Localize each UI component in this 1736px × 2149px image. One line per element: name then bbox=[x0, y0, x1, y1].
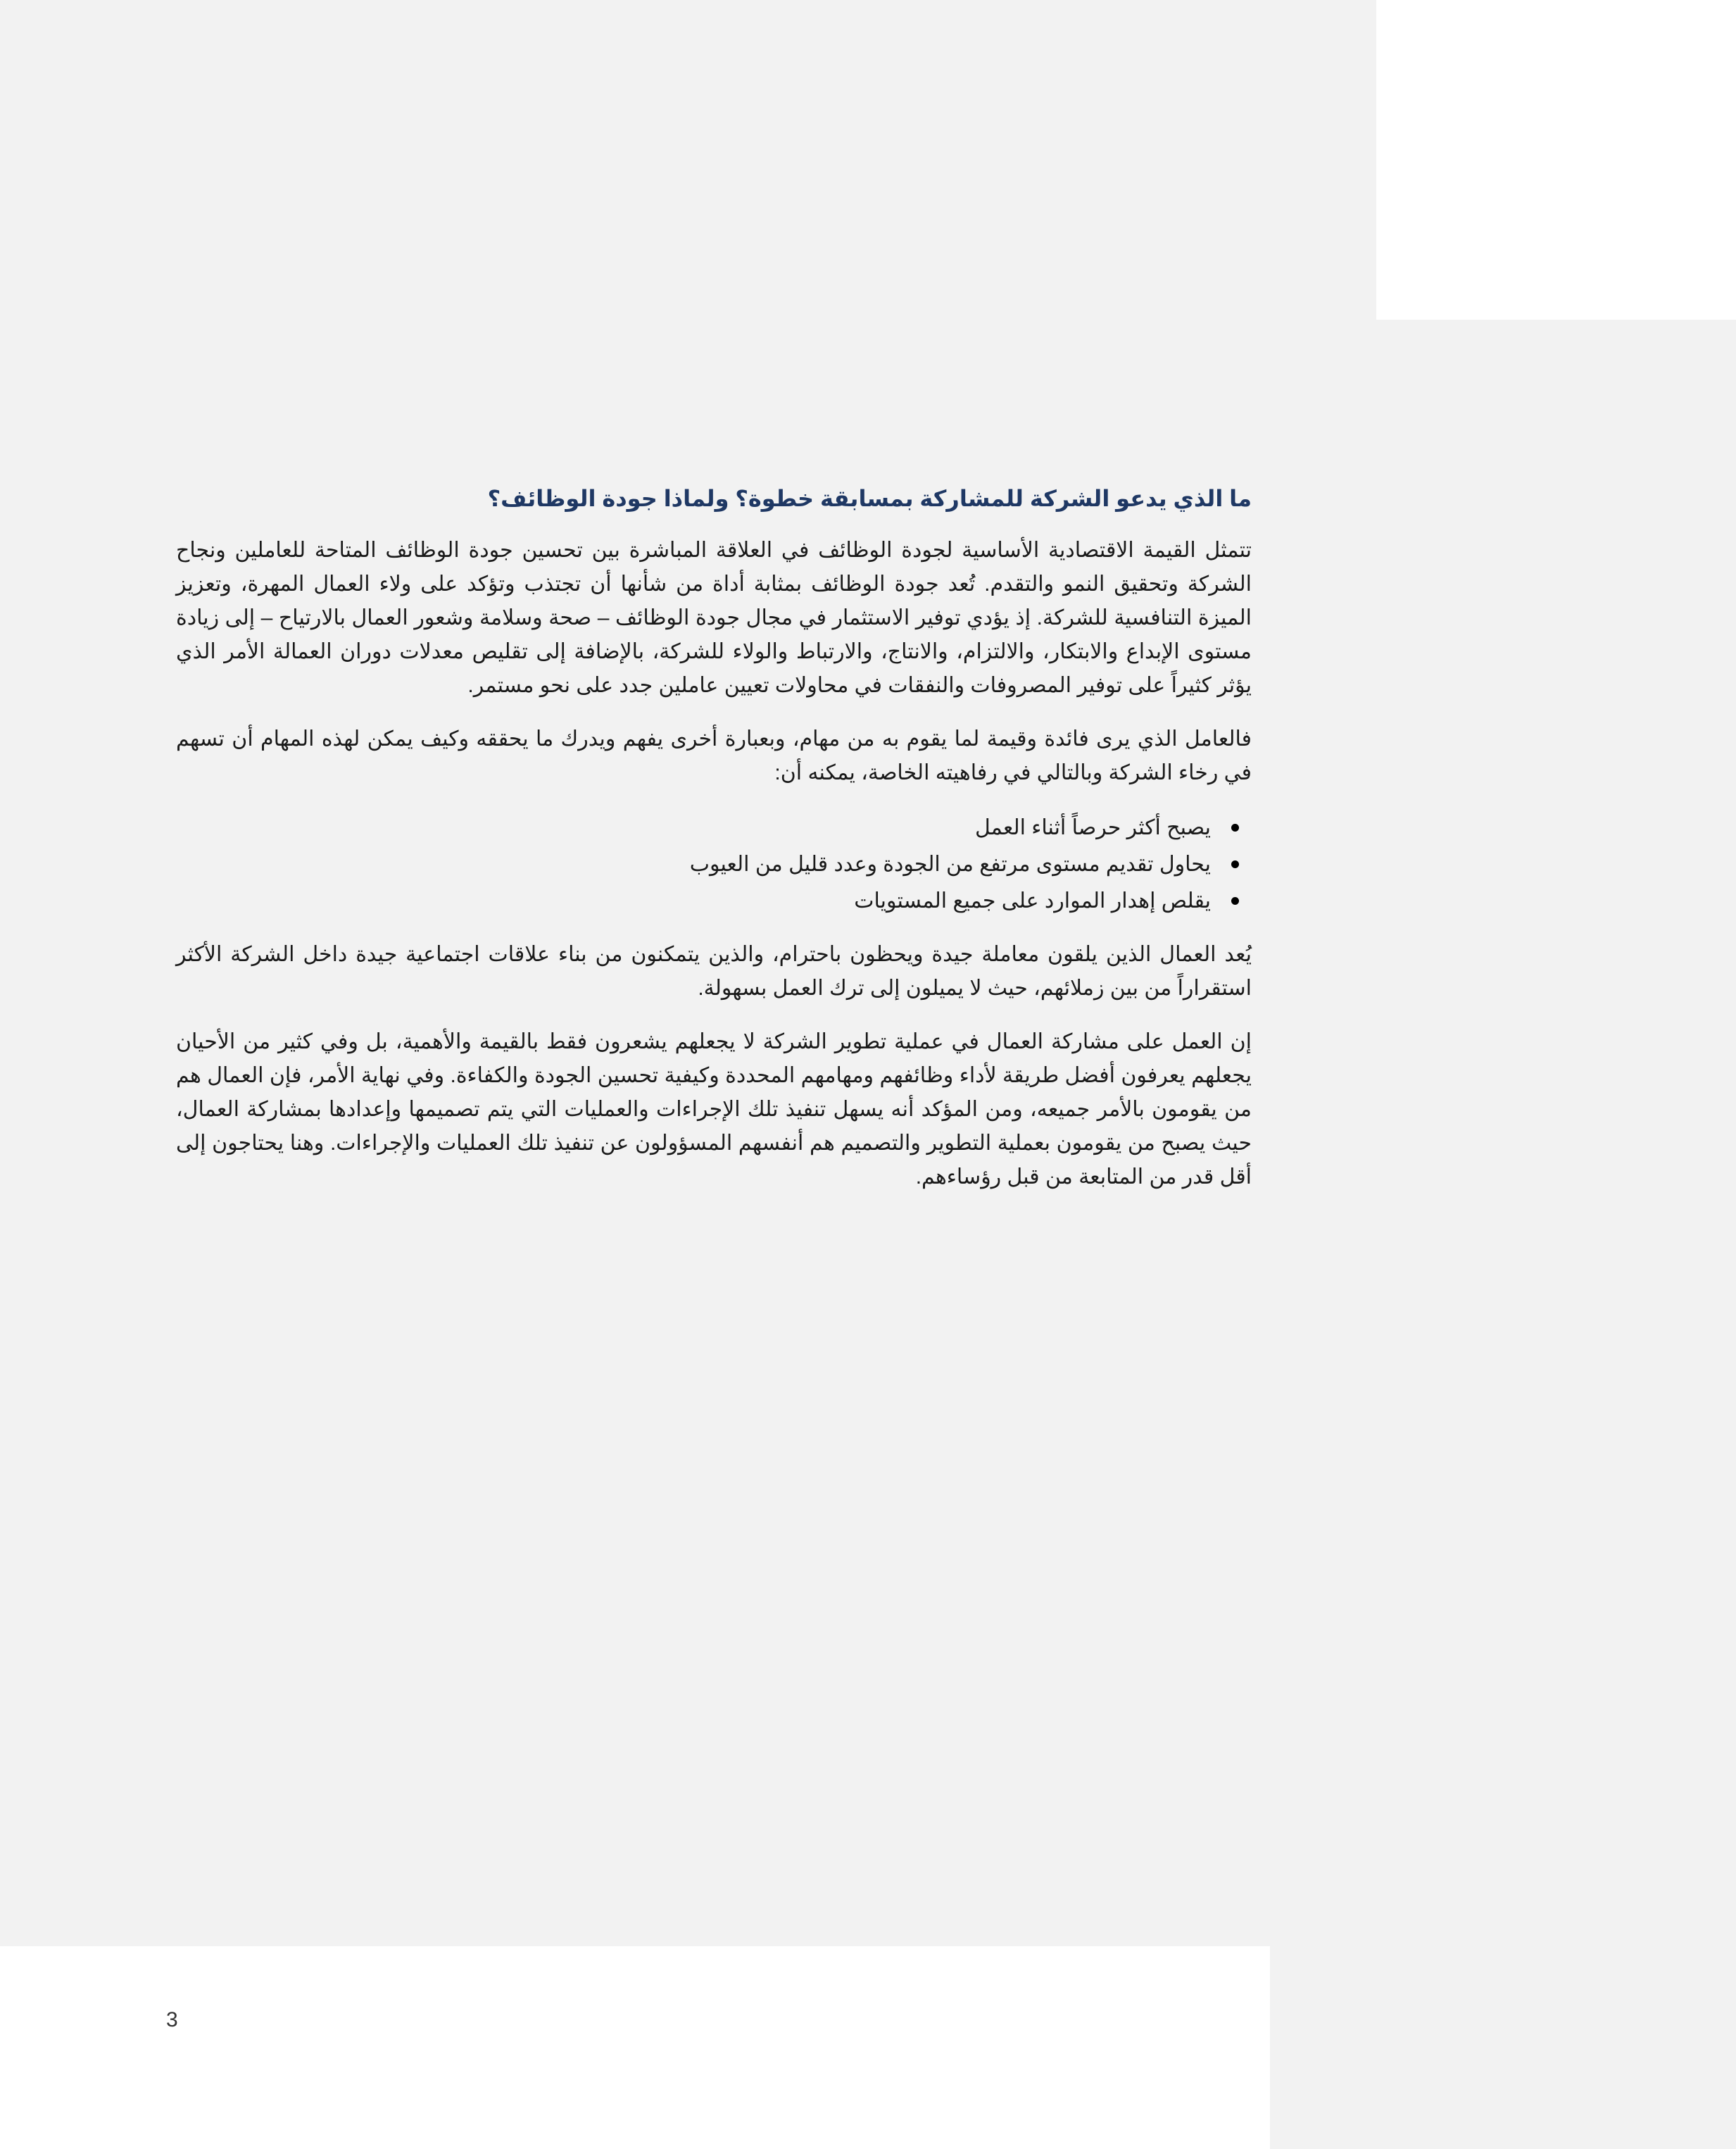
paragraph-worker-value: فالعامل الذي يرى فائدة وقيمة لما يقوم به من مهام، وبعبارة أخرى يفهم ويدرك ما يحققه وكيف يمكن لهذه المهام أن تسهم في رخاء الشركة وبالتالي في رفاهيته الخاصة، يمكنه أن: bbox=[176, 727, 1252, 784]
paragraph-respect: يُعد العمال الذين يلقون معاملة جيدة ويحظون باحترام، والذين يتمكنون من بناء علاقات اجتماعية جيدة داخل الشركة الأكثر استقراراً من بين زملائهم، حيث لا يميلون إلى ترك العمل بسهولة. bbox=[176, 943, 1252, 1000]
paragraph-participation: إن العمل على مشاركة العمال في عملية تطوير الشركة لا يجعلهم يشعرون فقط بالقيمة والأهمية، بل وفي كثير من الأحيان يجعلهم يعرفون أفضل طريقة لأداء وظائفهم ومهامهم المحددة وكيفية تحسين الجودة والكفاءة. وفي نهاية الأمر، فإن العمال هم من يقومون بالأمر جميعه، ومن المؤكد أنه يسهل تنفيذ تلك الإجراءات والعمليات التي يتم تصميمها وإعدادها بمشاركة العمال، حيث يصبح من يقومون بعملية التطوير والتصميم هم أنفسهم المسؤولون عن تنفيذ تلك العمليات والإجراءات. وهنا يحتاجون إلى أقل قدر من المتابعة من قبل رؤساءهم. bbox=[176, 1030, 1252, 1189]
header-white-block bbox=[1376, 0, 1736, 320]
list-item-text: يحاول تقديم مستوى مرتفع من الجودة وعدد قليل من العيوب bbox=[689, 853, 1211, 876]
bullet-icon bbox=[1231, 860, 1239, 868]
benefits-list bbox=[176, 810, 1252, 920]
bullet-icon bbox=[1231, 897, 1239, 905]
page-number: 3 bbox=[166, 2008, 178, 2031]
footer-white-block bbox=[0, 1946, 1270, 2149]
list-item-text: يقلص إهدار الموارد على جميع المستويات bbox=[854, 889, 1211, 913]
bullet-icon bbox=[1231, 824, 1239, 832]
section-heading: ما الذي يدعو الشركة للمشاركة بمسابقة خطوة؟ ولماذا جودة الوظائف؟ bbox=[487, 486, 1252, 511]
list-item bbox=[176, 810, 1211, 846]
list-item-text: يصبح أكثر حرصاً أثناء العمل bbox=[974, 816, 1211, 839]
paragraph-intro: تتمثل القيمة الاقتصادية الأساسية لجودة الوظائف في العلاقة المباشرة بين تحسين جودة الوظائف المتاحة للعاملين ونجاح الشركة وتحقيق النمو والتقدم. تُعد جودة الوظائف بمثابة أداة من شأنها أن تجتذب وتؤكد على ولاء العمال المهرة، وتعزيز الميزة التنافسية للشركة. إذ يؤدي توفير الاستثمار في مجال جودة الوظائف – صحة وسلامة وشعور العمال بالارتياح – إلى زيادة مستوى الإبداع والابتكار، والالتزام، والانتاج، والارتباط والولاء للشركة، بالإضافة إلى تقليص معدلات دوران العمالة الأمر الذي يؤثر كثيراً على توفير المصروفات والنفقات في محاولات تعيين عاملين جدد على نحو مستمر. bbox=[176, 539, 1252, 697]
list-item bbox=[176, 846, 1211, 883]
list-item bbox=[176, 883, 1211, 920]
document-body bbox=[176, 480, 1252, 1214]
